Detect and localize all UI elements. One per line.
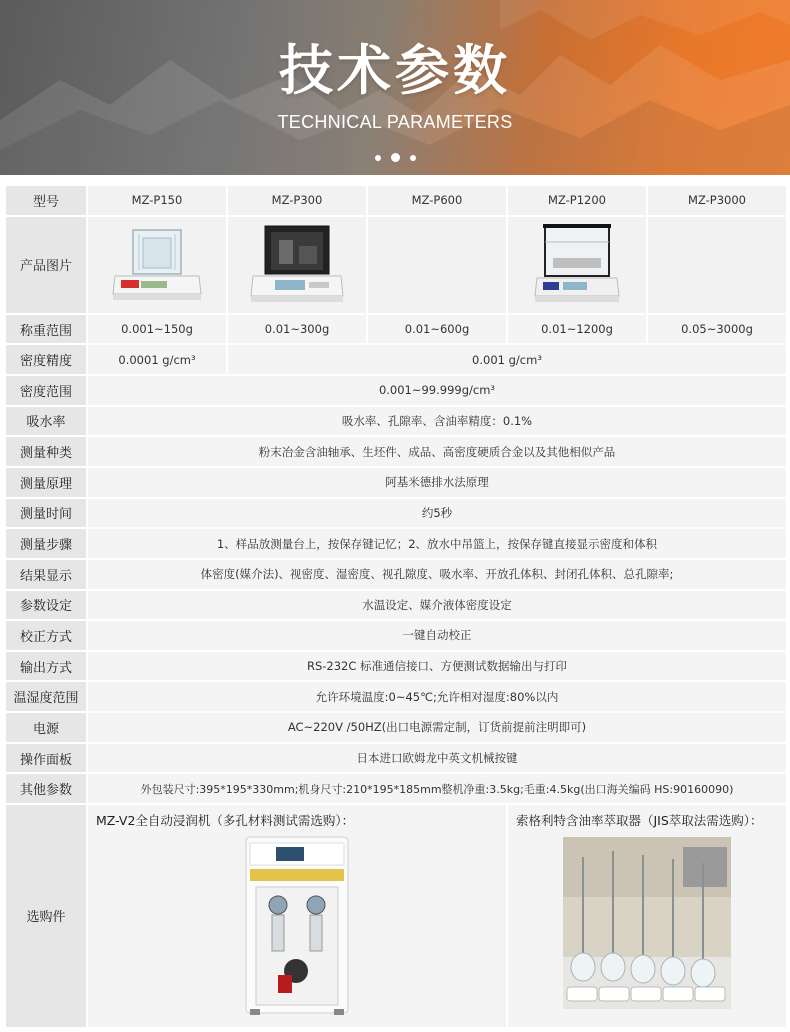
option-cell-immersion (87, 804, 507, 1028)
row-label-steps: 测量步骤 (5, 528, 87, 559)
table-row-environment (5, 681, 787, 712)
row-label-results: 结果显示 (5, 559, 87, 590)
row-label-principle: 测量原理 (5, 467, 87, 498)
table-row-absorption (5, 406, 787, 437)
power-value: AC~220V /50HZ(出口电源需定制，订货前提前注明即可) (87, 712, 787, 743)
weigh-range-cell: 0.01~300g (227, 314, 367, 345)
panel-value: 日本进口欧姆龙中英文机械按键 (87, 743, 787, 774)
table-row-model (5, 185, 787, 216)
table-row-density-range (5, 375, 787, 406)
environment-value: 允许环境温度:0~45℃;允许相对湿度:80%以内 (87, 681, 787, 712)
option-title-extractor: 索格利特含油率萃取器（JIS萃取法需选购）： (516, 812, 763, 828)
row-label-output: 输出方式 (5, 651, 87, 682)
other-value: 外包装尺寸:395*195*330mm;机身尺寸:210*195*185mm整机净重:3.5kg;毛重:4.5kg(出口海关编码 HS:90160090) (87, 773, 787, 804)
soxhlet-extractor-image (563, 837, 731, 1009)
row-label-params: 参数设定 (5, 590, 87, 621)
table-row-power (5, 712, 787, 743)
product-image-cell (507, 216, 647, 314)
table-row-options (5, 804, 787, 1028)
dot-icon (391, 153, 400, 162)
row-label-measure-types: 测量种类 (5, 436, 87, 467)
steps-value: 1、样品放测量台上，按保存键记忆；2、放水中吊篮上，按保存键直接显示密度和体积 (87, 528, 787, 559)
immersion-machine-image (242, 835, 352, 1017)
page-title: 技术参数 (279, 39, 511, 102)
page-subtitle: TECHNICAL PARAMETERS (277, 112, 513, 132)
model-cell: MZ-P150 (87, 185, 227, 216)
density-precision-cell: 0.001 g/cm³ (227, 344, 787, 375)
calibration-value: 一键自动校正 (87, 620, 787, 651)
balance-p1200-image (529, 222, 625, 308)
table-row-other (5, 773, 787, 804)
row-label-power: 电源 (5, 712, 87, 743)
measure-types-value: 粉末冶金含油轴承、生坯件、成品、高密度硬质合金以及其他相似产品 (87, 436, 787, 467)
table-row-measure-types (5, 436, 787, 467)
table-row-calibration (5, 620, 787, 651)
product-image-cell (227, 216, 367, 314)
option-title-immersion: MZ-V2全自动浸润机（多孔材料测试需选购）： (96, 812, 355, 828)
table-row-density-precision (5, 344, 787, 375)
density-precision-cell: 0.0001 g/cm³ (87, 344, 227, 375)
row-label-options: 选购件 (5, 804, 87, 1028)
model-cell: MZ-P600 (367, 185, 507, 216)
decorative-dots (0, 153, 790, 162)
row-label-panel: 操作面板 (5, 743, 87, 774)
table-row-weigh-range (5, 314, 787, 345)
row-label-density-precision: 密度精度 (5, 344, 87, 375)
balance-p150-image (109, 224, 205, 306)
table-row-output (5, 651, 787, 682)
weigh-range-cell: 0.01~600g (367, 314, 507, 345)
row-label-weigh-range: 称重范围 (5, 314, 87, 345)
row-label-absorption: 吸水率 (5, 406, 87, 437)
product-image-cell (87, 216, 227, 314)
row-label-model: 型号 (5, 185, 87, 216)
density-range-value: 0.001~99.999g/cm³ (87, 375, 787, 406)
weigh-range-cell: 0.05~3000g (647, 314, 787, 345)
row-label-environment: 温湿度范围 (5, 681, 87, 712)
row-label-density-range: 密度范围 (5, 375, 87, 406)
table-row-time (5, 498, 787, 529)
row-label-calibration: 校正方式 (5, 620, 87, 651)
product-image-cell (647, 216, 787, 314)
dot-icon (410, 155, 416, 161)
row-label-other: 其他参数 (5, 773, 87, 804)
spec-table (4, 184, 788, 1029)
balance-p300-image (245, 222, 349, 308)
row-label-image: 产品图片 (5, 216, 87, 314)
dot-icon (375, 155, 381, 161)
model-cell: MZ-P1200 (507, 185, 647, 216)
row-label-time: 测量时间 (5, 498, 87, 529)
principle-value: 阿基米德排水法原理 (87, 467, 787, 498)
model-cell: MZ-P300 (227, 185, 367, 216)
absorption-value: 吸水率、孔隙率、含油率精度：0.1% (87, 406, 787, 437)
model-cell: MZ-P3000 (647, 185, 787, 216)
results-value: 体密度(媒介法)、视密度、湿密度、视孔隙度、吸水率、开放孔体积、封闭孔体积、总孔隙率; (87, 559, 787, 590)
table-row-steps (5, 528, 787, 559)
weigh-range-cell: 0.001~150g (87, 314, 227, 345)
option-cell-extractor (507, 804, 787, 1028)
params-value: 水温设定、媒介液体密度设定 (87, 590, 787, 621)
table-row-principle (5, 467, 787, 498)
table-row-params (5, 590, 787, 621)
product-image-cell (367, 216, 507, 314)
header-banner (0, 0, 790, 175)
weigh-range-cell: 0.01~1200g (507, 314, 647, 345)
output-value: RS-232C 标准通信接口、方便测试数据输出与打印 (87, 651, 787, 682)
table-row-image (5, 216, 787, 314)
time-value: 约5秒 (87, 498, 787, 529)
table-row-panel (5, 743, 787, 774)
table-row-results (5, 559, 787, 590)
